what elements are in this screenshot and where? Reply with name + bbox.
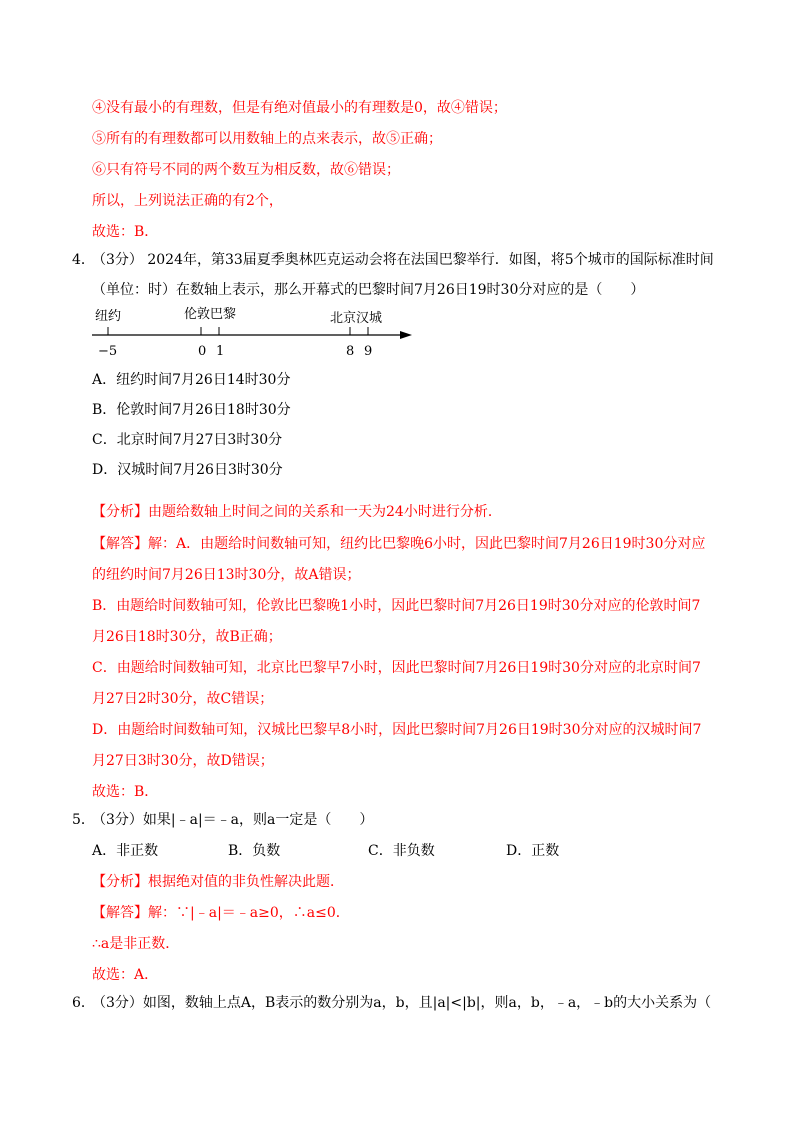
solution-line: 月26日18时30分，故B正确；	[92, 629, 282, 645]
question-number: 5．	[72, 812, 95, 828]
axis-tick-label: 0	[198, 344, 207, 359]
axis-city-label: 纽约	[95, 309, 122, 324]
analysis: 【分析】根据绝对值的非负性解决此题．	[92, 874, 344, 890]
solution-line: D．由题给时间数轴可知，汉城比巴黎早8小时，因此巴黎时间7月26日19时30分对应的汉城时间7	[92, 722, 702, 738]
solution-line: 月27日2时30分，故C错误；	[92, 691, 274, 707]
option-c: C．北京时间7月27日3时30分	[92, 432, 283, 448]
option-d: D．正数	[506, 843, 560, 859]
solution-line: ④没有最小的有理数，但是有绝对值最小的有理数是0，故④错误；	[92, 100, 507, 116]
question-number: 6．	[72, 995, 95, 1011]
solution-line: 故选：B．	[92, 224, 159, 240]
option-a: A．纽约时间7月26日14时30分	[92, 372, 291, 388]
solution-line: C．由题给时间数轴可知，北京比巴黎早7小时，因此巴黎时间7月26日19时30分对应的北京时间7	[92, 660, 701, 676]
solution-line: ⑤所有的有理数都可以用数轴上的点来表示，故⑤正确；	[92, 131, 442, 147]
axis-tick-label: 9	[364, 344, 373, 359]
axis-city-label: 伦敦巴黎	[184, 307, 237, 322]
option-b: B．伦敦时间7月26日18时30分	[92, 402, 291, 418]
axis-arrow	[400, 331, 412, 339]
solution-line: 故选：B．	[92, 784, 159, 800]
question-number: 4．	[72, 252, 95, 268]
option-c: C．非负数	[368, 843, 435, 859]
solution-line: 所以，上列说法正确的有2个，	[92, 193, 283, 209]
option-a: A．非正数	[92, 843, 159, 859]
question-stem: （3分） 2024年，第33届夏季奥林匹克运动会将在法国巴黎举行．如图，将5个城市的国际标准时间	[92, 252, 714, 268]
axis-city-label: 北京汉城	[330, 311, 383, 326]
option-b: B．负数	[228, 843, 281, 859]
time-number-line	[88, 305, 428, 365]
question-stem: （单位：时）在数轴上表示，那么开幕式的巴黎时间7月26日19时30分对应的是（ ）	[92, 282, 645, 298]
solution-line: ⑥只有符号不同的两个数互为相反数，故⑥错误；	[92, 162, 400, 178]
axis-tick-label: 8	[346, 344, 355, 359]
solution-line: 【解答】解：∵|﹣a|＝﹣a≥0，∴a≤0．	[92, 905, 350, 921]
question-stem: （3分）如果|﹣a|＝﹣a，则a一定是（ ）	[92, 812, 374, 828]
solution-line: B．由题给时间数轴可知，伦敦比巴黎晚1小时，因此巴黎时间7月26日19时30分对应的伦敦时间7	[92, 598, 701, 614]
solution-line: 故选：A．	[92, 967, 159, 983]
option-d: D．汉城时间7月26日3时30分	[92, 462, 283, 478]
axis-tick-label: 1	[216, 344, 225, 359]
solution-line: 月27日3时30分，故D错误；	[92, 753, 274, 769]
solution-line: 【解答】解：A．由题给时间数轴可知，纽约比巴黎晚6小时，因此巴黎时间7月26日19时30分对应	[92, 536, 706, 552]
solution-line: ∴a是非正数．	[92, 936, 180, 952]
solution-line: 的纽约时间7月26日13时30分，故A错误；	[92, 567, 361, 583]
analysis: 【分析】由题给数轴上时间之间的关系和一天为24小时进行分析．	[92, 504, 502, 520]
axis-tick-label: −5	[98, 344, 118, 359]
question-stem: （3分）如图，数轴上点A，B表示的数分别为a，b，且|a|<|b|，则a，b，﹣a，﹣b的大小关系为（	[92, 995, 712, 1011]
